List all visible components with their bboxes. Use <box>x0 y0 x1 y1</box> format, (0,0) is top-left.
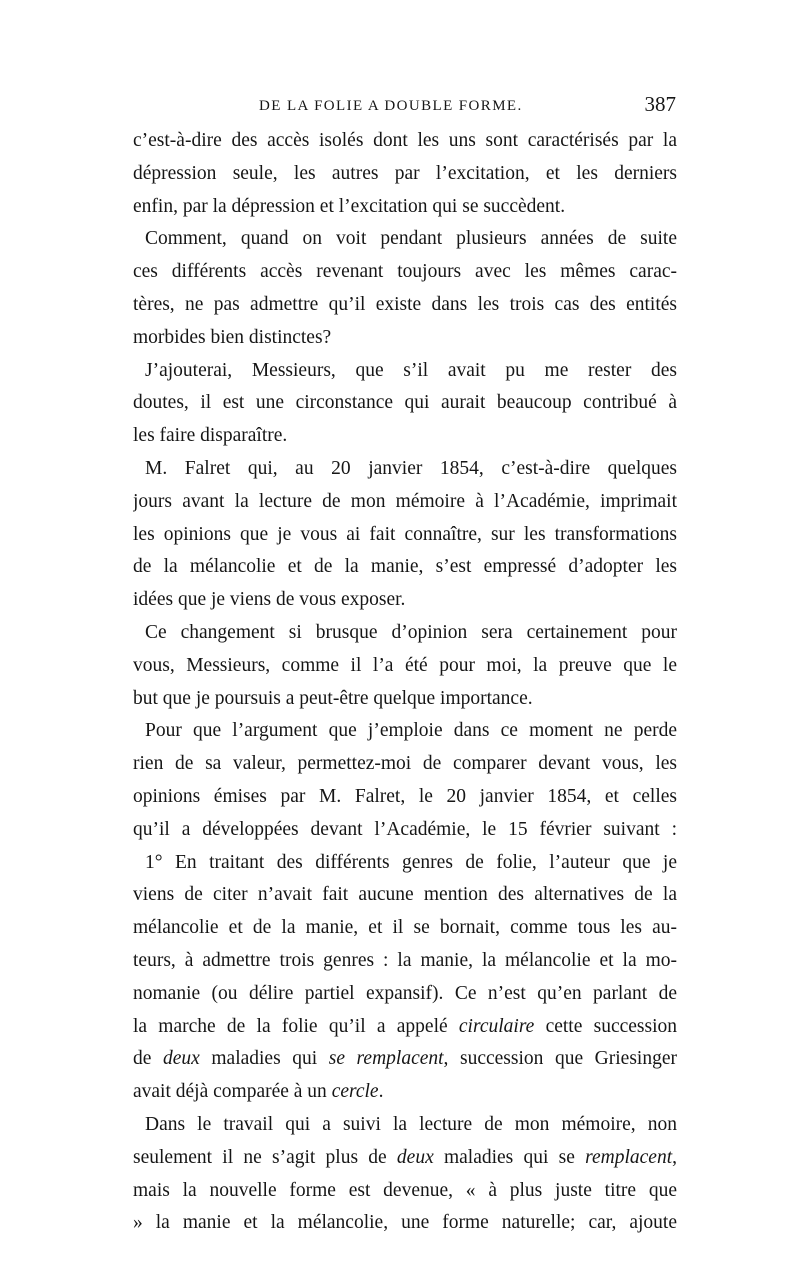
text-line <box>133 1076 677 1109</box>
text-line: M. Falret qui, au 20 janvier 1854, c’est-à-dire quelques <box>145 457 677 479</box>
text-segment: , succession que Griesinger <box>443 1048 677 1070</box>
text-line: mélancolie et de la manie, et il se bornait, comme tous les au- <box>133 917 677 939</box>
page-number: 387 <box>644 92 676 116</box>
text-line: mais la nouvelle forme est devenue, « à plus juste titre que <box>133 1179 677 1201</box>
text-line: » la manie et la mélancolie, une forme naturelle; car, ajoute <box>133 1212 677 1234</box>
text-line: 1° En traitant des différents genres de folie, l’auteur que je <box>145 851 677 873</box>
italic-text: deux <box>162 1048 200 1070</box>
text-line: dépression seule, les autres par l’excitation, et les derniers <box>133 162 677 184</box>
text-line: nomanie (ou délire partiel expansif). Ce n’est qu’en parlant de <box>133 982 677 1004</box>
text-line: les faire disparaître. <box>133 425 288 447</box>
text-line: de la mélancolie et de la manie, s’est empressé d’adopter les <box>133 556 677 578</box>
running-header <box>136 92 676 120</box>
text-line <box>133 1011 677 1044</box>
text-line: Pour que l’argument que j’emploie dans ce moment ne perde <box>145 720 677 742</box>
italic-text: remplacent <box>585 1146 673 1168</box>
running-title: DE LA FOLIE A DOUBLE FORME. <box>259 98 523 114</box>
text-segment: seulement il ne s’agit plus de <box>133 1146 397 1168</box>
text-segment: maladies qui se <box>433 1146 586 1168</box>
text-line: tères, ne pas admettre qu’il existe dans les trois cas des entités <box>133 293 677 315</box>
text-line: enfin, par la dépression et l’excitation qui se succèdent. <box>133 195 566 217</box>
body-text <box>133 125 677 1240</box>
text-line: opinions émises par M. Falret, le 20 janvier 1854, et celles <box>133 785 677 807</box>
text-line: Comment, quand on voit pendant plusieurs années de suite <box>145 228 677 250</box>
italic-text: deux <box>396 1146 434 1168</box>
text-line: c’est-à-dire des accès isolés dont les uns sont caractérisés par la <box>133 130 677 151</box>
text-line <box>133 1043 677 1076</box>
text-line: idées que je viens de vous exposer. <box>133 589 406 611</box>
text-line: qu’il a développées devant l’Académie, le 15 février suivant : <box>133 818 677 840</box>
text-segment: cette succession <box>534 1015 677 1037</box>
text-line: morbides bien distinctes? <box>133 326 332 348</box>
italic-text: se remplacent <box>328 1048 444 1070</box>
italic-text: cercle <box>331 1081 379 1103</box>
text-line: ces différents accès revenant toujours avec les mêmes carac- <box>133 261 677 283</box>
text-line: Ce changement si brusque d’opinion sera certainement pour <box>145 621 677 643</box>
text-line: teurs, à admettre trois genres : la manie, la mélancolie et la mo- <box>133 949 677 971</box>
text-segment: maladies qui <box>199 1048 329 1070</box>
text-line: les opinions que je vous ai fait connaître, sur les transformations <box>133 523 677 545</box>
text-segment: . <box>378 1081 384 1103</box>
text-line: vous, Messieurs, comme il l’a été pour moi, la preuve que le <box>133 654 677 676</box>
text-line: rien de sa valeur, permettez-moi de comparer devant vous, les <box>133 753 677 775</box>
text-line: jours avant la lecture de mon mémoire à l’Académie, imprimait <box>133 490 677 512</box>
text-segment: , <box>672 1146 677 1168</box>
text-segment: la marche de la folie qu’il a appelé <box>133 1015 459 1037</box>
text-line: Dans le travail qui a suivi la lecture de mon mémoire, non <box>145 1113 677 1135</box>
text-line <box>133 1142 677 1175</box>
text-segment: de <box>133 1048 163 1070</box>
text-line: J’ajouterai, Messieurs, que s’il avait pu me rester des <box>145 359 677 381</box>
text-line: viens de citer n’avait fait aucune mention des alternatives de la <box>133 884 677 906</box>
italic-text: circulaire <box>458 1015 535 1037</box>
text-line: but que je poursuis a peut-être quelque importance. <box>133 687 533 709</box>
text-line: doutes, il est une circonstance qui aurait beaucoup contribué à <box>133 392 677 414</box>
text-segment: avait déjà comparée à un <box>133 1081 332 1103</box>
